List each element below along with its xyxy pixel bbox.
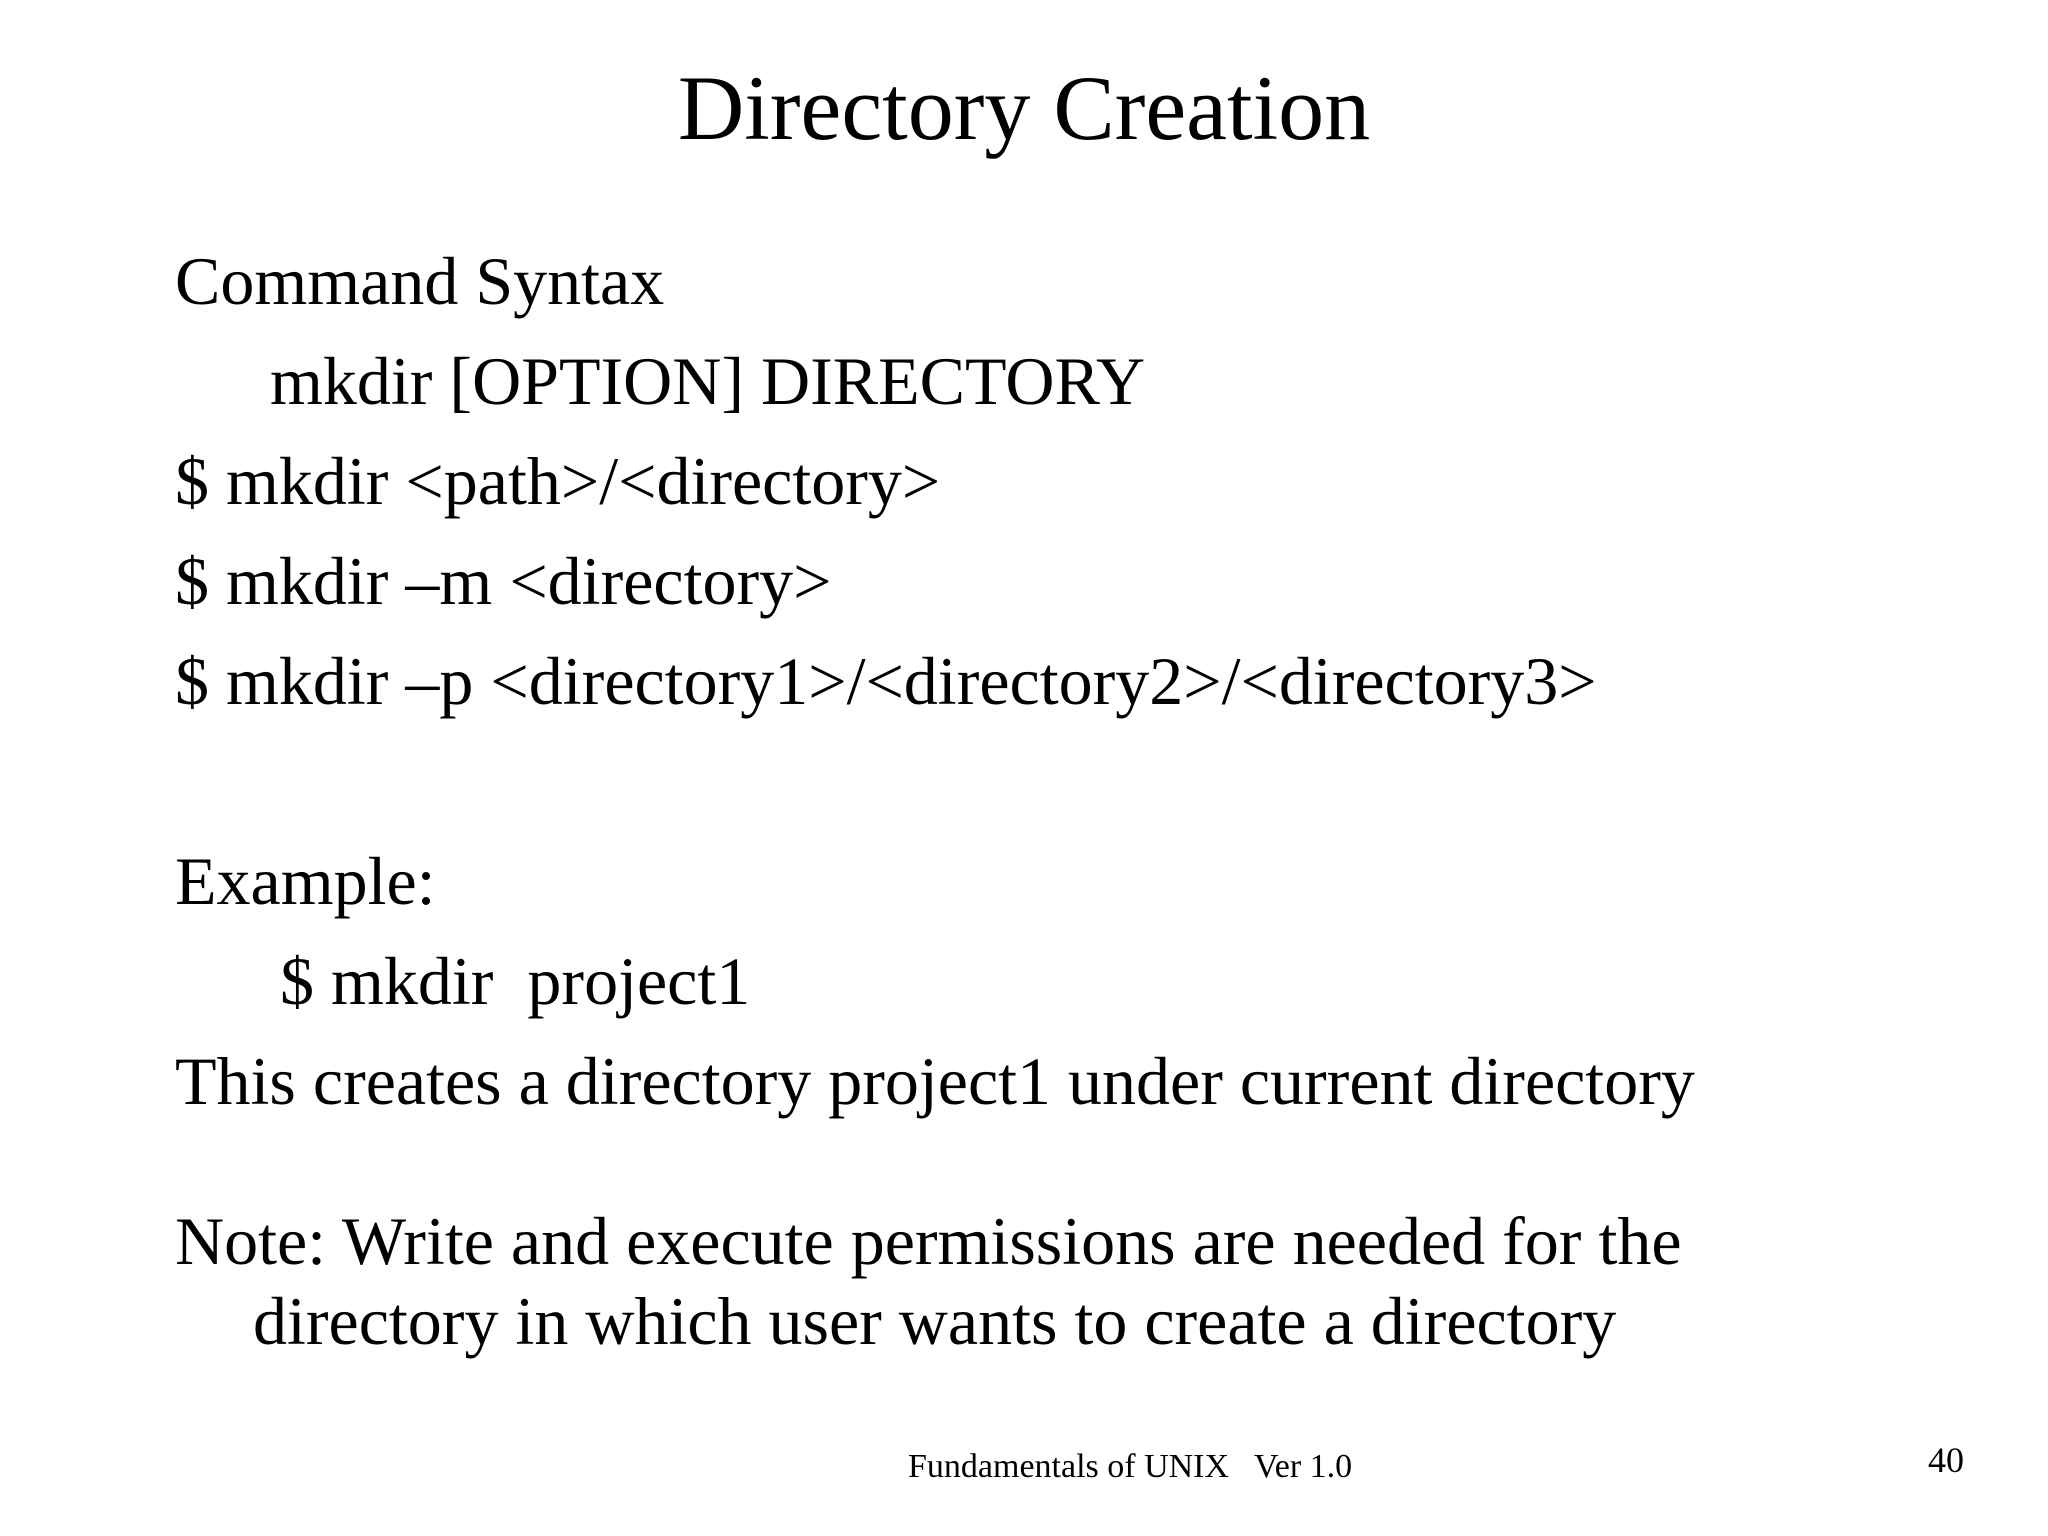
command-path-line: $ mkdir <path>/<directory> (175, 443, 941, 519)
example-description: This creates a directory project1 under current directory (175, 1043, 1695, 1119)
note-line-2: directory in which user wants to create a directory (253, 1283, 1617, 1359)
syntax-heading: Command Syntax (175, 243, 665, 319)
page-number: 40 (1928, 1440, 1964, 1480)
syntax-line: mkdir [OPTION] DIRECTORY (270, 343, 1146, 419)
command-mode-line: $ mkdir –m <directory> (175, 543, 832, 619)
note-line-1: Note: Write and execute permissions are needed for the (175, 1203, 1682, 1279)
example-heading: Example: (175, 843, 436, 919)
slide-title: Directory Creation (677, 57, 1371, 159)
command-parents-line: $ mkdir –p <directory1>/<directory2>/<directory3> (175, 643, 1597, 719)
footer-text: Fundamentals of UNIX Ver 1.0 (908, 1448, 1353, 1485)
example-command: $ mkdir project1 (280, 943, 751, 1019)
